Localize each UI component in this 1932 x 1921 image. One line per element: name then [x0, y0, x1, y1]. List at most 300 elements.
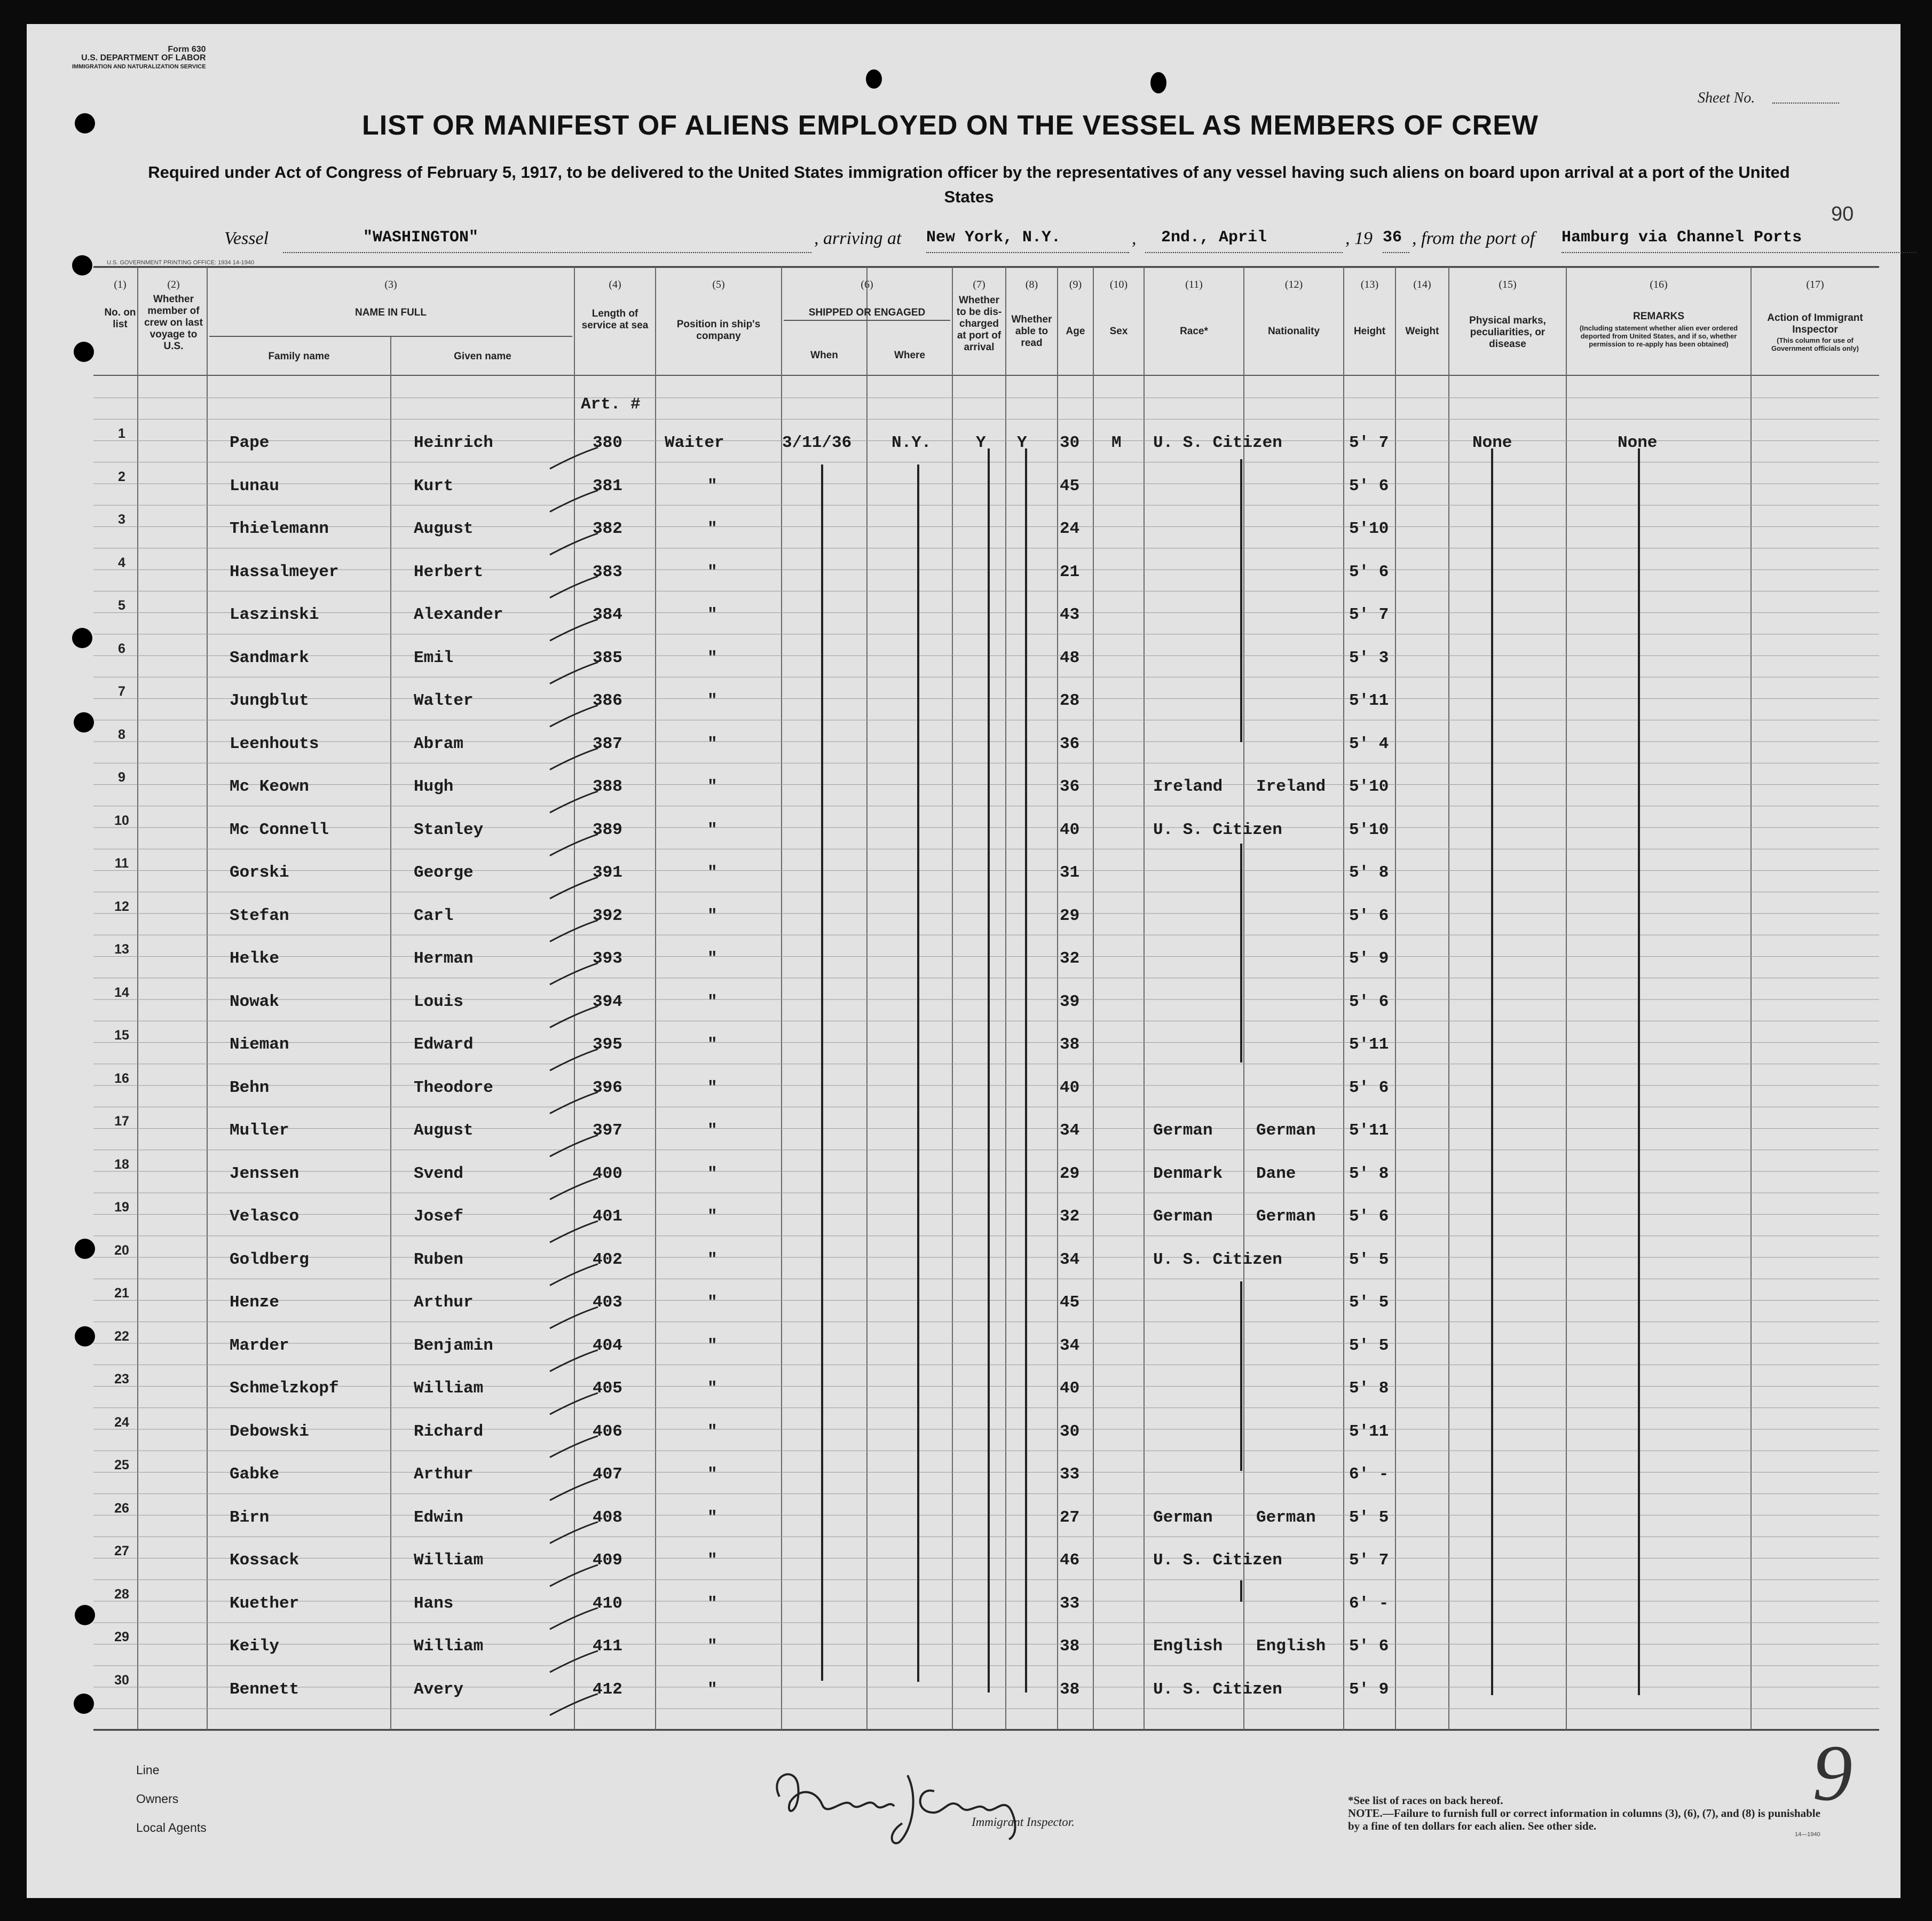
cell-service: 392 — [593, 906, 622, 925]
cell-age: 33 — [1060, 1594, 1080, 1613]
cell-family: Gabke — [230, 1465, 280, 1484]
cell-service: 412 — [593, 1680, 622, 1699]
cell-age: 27 — [1060, 1508, 1080, 1527]
cell-given: Herbert — [414, 562, 484, 581]
cell-race: U. S. Citizen — [1153, 820, 1282, 839]
cell-age: 40 — [1060, 820, 1080, 839]
col-height-header: Height — [1353, 326, 1386, 337]
cell-age: 36 — [1060, 734, 1080, 753]
cell-race: English — [1153, 1637, 1223, 1656]
cell-no: 17 — [114, 1114, 129, 1129]
cell-no: 23 — [114, 1372, 129, 1387]
cell-family: Marder — [230, 1336, 289, 1355]
col-race-header: Race* — [1180, 326, 1208, 337]
cell-position: " — [707, 1035, 717, 1054]
col-service-header: Length of service at sea — [581, 308, 649, 331]
cell-position: " — [707, 1164, 717, 1183]
cell-position: " — [707, 949, 717, 968]
cell-no: 6 — [118, 641, 125, 656]
arrival-date: 2nd., April — [1161, 229, 1267, 247]
col-num-5: (5) — [712, 279, 725, 290]
document-subtitle: Required under Act of Congress of February 5, 1917, to be delivered to the United States immigration officer by the representatives of any vessel having such aliens on board upon arrival at a port of the United States — [148, 163, 1790, 206]
cell-age: 32 — [1060, 1207, 1080, 1226]
handwritten-page-number: 9 — [1812, 1729, 1852, 1817]
cell-no: 25 — [114, 1458, 129, 1473]
cell-position: " — [707, 1594, 717, 1613]
cell-family: Laszinski — [230, 605, 319, 624]
inspector-signature — [758, 1754, 1057, 1850]
cell-no: 26 — [114, 1500, 129, 1516]
line-label: Line — [136, 1763, 160, 1777]
cell-no: 18 — [114, 1156, 129, 1172]
cell-nationality: English — [1256, 1637, 1326, 1656]
cell-age: 34 — [1060, 1250, 1080, 1269]
cell-given: Avery — [414, 1680, 464, 1699]
cell-given: Kurt — [414, 476, 454, 495]
cell-service: 393 — [593, 949, 622, 968]
cell-height: 5' 4 — [1349, 734, 1389, 753]
cell-read: Y — [1017, 434, 1027, 452]
cell-given: George — [414, 863, 474, 882]
cell-service: 403 — [593, 1293, 622, 1312]
cell-height: 5' 6 — [1349, 906, 1389, 925]
cell-position: " — [707, 519, 717, 538]
col-num-8: (8) — [1025, 279, 1038, 290]
cell-service: 380 — [593, 434, 622, 452]
cell-service: 384 — [593, 605, 622, 624]
col-num-12: (12) — [1284, 279, 1303, 290]
cell-service: 411 — [593, 1637, 622, 1656]
cell-given: Herman — [414, 949, 474, 968]
cell-no: 11 — [114, 856, 129, 871]
cell-family: Schmelzkopf — [230, 1379, 339, 1398]
cell-age: 38 — [1060, 1035, 1080, 1054]
cell-service: 387 — [593, 734, 622, 753]
cell-given: Alexander — [414, 605, 503, 624]
cell-position: " — [707, 476, 717, 495]
cell-height: 5' 7 — [1349, 1551, 1389, 1570]
cell-given: August — [414, 1121, 474, 1140]
cell-height: 5'11 — [1349, 1422, 1389, 1441]
cell-service: 410 — [593, 1594, 622, 1613]
cell-height: 5' 6 — [1349, 476, 1389, 495]
cell-age: 38 — [1060, 1637, 1080, 1656]
cell-position: " — [707, 1250, 717, 1269]
cell-service: 394 — [593, 992, 622, 1011]
arriving-port: New York, N.Y. — [926, 229, 1061, 247]
col-physical-marks-header: Physical marks, peculiarities, or disease — [1469, 315, 1546, 350]
cell-age: 46 — [1060, 1551, 1080, 1570]
cell-service: 401 — [593, 1207, 622, 1226]
cell-no: 2 — [118, 469, 125, 484]
cell-age: 32 — [1060, 949, 1080, 968]
col-remarks-subheader: (Including statement whether alien ever ordered deported from United States, and if so, whether permission to re-apply has been obtained) — [1579, 324, 1738, 348]
cell-service: 389 — [593, 820, 622, 839]
cell-service: 400 — [593, 1164, 622, 1183]
cell-race: Ireland — [1153, 777, 1223, 796]
year-value: 36 — [1383, 229, 1402, 247]
cell-height: 5' 6 — [1349, 1078, 1389, 1097]
owners-label: Owners — [136, 1792, 179, 1806]
cell-position: " — [707, 777, 717, 796]
cell-no: 30 — [114, 1672, 129, 1688]
cell-age: 30 — [1060, 1422, 1080, 1441]
penalty-note: NOTE.—Failure to furnish full or correct information in columns (3), (6), (7), and (8) is punishable by a fine of ten dollars for each alien. See other side. — [1348, 1807, 1820, 1832]
col-position-header: Position in ship's company — [676, 319, 761, 342]
cell-race: Denmark — [1153, 1164, 1223, 1183]
cell-age: 48 — [1060, 648, 1080, 667]
cell-nationality: Dane — [1256, 1164, 1296, 1183]
cell-race: German — [1153, 1121, 1213, 1140]
cell-service: 383 — [593, 562, 622, 581]
col-num-7: (7) — [973, 279, 985, 290]
cell-height: 5' 6 — [1349, 562, 1389, 581]
arriving-label: , arriving at — [814, 229, 902, 248]
cell-family: Debowski — [230, 1422, 309, 1441]
cell-no: 1 — [118, 426, 125, 441]
cell-given: Edward — [414, 1035, 474, 1054]
cell-family: Velasco — [230, 1207, 299, 1226]
cell-position: Waiter — [665, 434, 724, 452]
cell-height: 6' - — [1349, 1465, 1389, 1484]
cell-no: 5 — [118, 598, 125, 613]
cell-no: 22 — [114, 1328, 129, 1344]
cell-given: Emil — [414, 648, 454, 667]
col-num-6: (6) — [861, 279, 873, 290]
col-num-1: (1) — [114, 279, 127, 290]
cell-family: Sandmark — [230, 648, 309, 667]
cell-service: 404 — [593, 1336, 622, 1355]
cell-position: " — [707, 1422, 717, 1441]
cell-height: 5'10 — [1349, 820, 1389, 839]
col-family-name-header: Family name — [268, 351, 330, 362]
cell-service: 385 — [593, 648, 622, 667]
cell-no: 19 — [114, 1200, 129, 1215]
cell-age: 34 — [1060, 1121, 1080, 1140]
cell-height: 5' 8 — [1349, 1164, 1389, 1183]
cell-family: Hassalmeyer — [230, 562, 339, 581]
cell-height: 5' 8 — [1349, 1379, 1389, 1398]
cell-family: Birn — [230, 1508, 270, 1527]
cell-no: 15 — [114, 1028, 129, 1043]
cell-no: 20 — [114, 1242, 129, 1258]
cell-position: " — [707, 1336, 717, 1355]
cell-given: William — [414, 1551, 484, 1570]
cell-height: 5' 7 — [1349, 434, 1389, 452]
cell-given: Stanley — [414, 820, 484, 839]
cell-age: 33 — [1060, 1465, 1080, 1484]
cell-family: Stefan — [230, 906, 289, 925]
race-note: *See list of races on back hereof. — [1348, 1794, 1503, 1807]
cell-position: " — [707, 1551, 717, 1570]
vessel-name: "WASHINGTON" — [363, 229, 479, 247]
cell-where: N.Y. — [892, 434, 932, 452]
cell-position: " — [707, 1680, 717, 1699]
cell-family: Bennett — [230, 1680, 299, 1699]
cell-no: 28 — [114, 1586, 129, 1602]
cell-family: Lunau — [230, 476, 280, 495]
cell-age: 31 — [1060, 863, 1080, 882]
cell-position: " — [707, 1293, 717, 1312]
footer-notes — [1348, 1794, 1828, 1832]
cell-when: 3/11/36 — [782, 434, 852, 452]
col-when-header: When — [810, 350, 838, 361]
cell-given: Richard — [414, 1422, 484, 1441]
cell-service: 405 — [593, 1379, 622, 1398]
cell-age: 21 — [1060, 562, 1080, 581]
cell-service: 402 — [593, 1250, 622, 1269]
cell-age: 34 — [1060, 1336, 1080, 1355]
cell-no: 27 — [114, 1544, 129, 1558]
cell-no: 12 — [114, 899, 129, 914]
cell-age: 40 — [1060, 1379, 1080, 1398]
cell-no: 21 — [114, 1286, 129, 1301]
cell-service: 406 — [593, 1422, 622, 1441]
cell-family: Kuether — [230, 1594, 299, 1613]
cell-service: 408 — [593, 1508, 622, 1527]
cell-height: 5' 6 — [1349, 992, 1389, 1011]
cell-position: " — [707, 1207, 717, 1226]
cell-position: " — [707, 1379, 717, 1398]
cell-given: Edwin — [414, 1508, 464, 1527]
cell-no: 9 — [118, 770, 125, 785]
cell-height: 5' 5 — [1349, 1293, 1389, 1312]
col-given-name-header: Given name — [454, 351, 511, 362]
cell-given: Arthur — [414, 1465, 474, 1484]
col-num-13: (13) — [1360, 279, 1379, 290]
cell-age: 39 — [1060, 992, 1080, 1011]
cell-age: 29 — [1060, 906, 1080, 925]
cell-position: " — [707, 1508, 717, 1527]
cell-age: 43 — [1060, 605, 1080, 624]
cell-height: 5' 5 — [1349, 1250, 1389, 1269]
cell-service: 386 — [593, 691, 622, 710]
cell-given: Hugh — [414, 777, 454, 796]
cell-family: Leenhouts — [230, 734, 319, 753]
cell-race: German — [1153, 1207, 1213, 1226]
col-num-17: (17) — [1806, 279, 1824, 290]
local-agents-label: Local Agents — [136, 1821, 207, 1835]
col-shipped-header: SHIPPED OR ENGAGED — [808, 307, 926, 318]
col-num-10: (10) — [1109, 279, 1128, 290]
cell-no: 10 — [114, 813, 129, 828]
cell-nationality: German — [1256, 1207, 1316, 1226]
cell-family: Mc Keown — [230, 777, 309, 796]
from-port-label: , from the port of — [1412, 229, 1535, 248]
cell-service: 395 — [593, 1035, 622, 1054]
cell-nationality: Ireland — [1256, 777, 1326, 796]
cell-no: 29 — [114, 1629, 129, 1644]
cell-family: Helke — [230, 949, 280, 968]
cell-height: 5' 5 — [1349, 1336, 1389, 1355]
col-weight-header: Weight — [1405, 326, 1439, 337]
cell-given: Carl — [414, 906, 454, 925]
year-prefix: , 19 — [1345, 229, 1373, 248]
cell-height: 5'10 — [1349, 777, 1389, 796]
cell-position: " — [707, 992, 717, 1011]
col-num-9: (9) — [1069, 279, 1082, 290]
from-port: Hamburg via Channel Ports — [1562, 229, 1802, 247]
cell-given: Josef — [414, 1207, 464, 1226]
cell-marks: None — [1472, 434, 1512, 452]
cell-family: Muller — [230, 1121, 289, 1140]
col-inspector-header: Action of Immigrant Inspector — [1767, 312, 1863, 335]
cell-height: 5' 5 — [1349, 1508, 1389, 1527]
cell-position: " — [707, 648, 717, 667]
cell-given: Theodore — [414, 1078, 493, 1097]
cell-age: 40 — [1060, 1078, 1080, 1097]
cell-given: Svend — [414, 1164, 464, 1183]
cell-position: " — [707, 906, 717, 925]
cell-nationality: German — [1256, 1121, 1316, 1140]
cell-no: 3 — [118, 512, 125, 527]
cell-no: 4 — [118, 555, 125, 570]
col-num-2: (2) — [167, 279, 180, 290]
cell-given: Benjamin — [414, 1336, 493, 1355]
cell-service: 397 — [593, 1121, 622, 1140]
cell-family: Jungblut — [230, 691, 309, 710]
col-read-header: Whether able to read — [1011, 314, 1052, 349]
cell-age: 28 — [1060, 691, 1080, 710]
cell-position: " — [707, 820, 717, 839]
col-sex-header: Sex — [1109, 326, 1128, 337]
cell-service: 391 — [593, 863, 622, 882]
cell-height: 5' 8 — [1349, 863, 1389, 882]
form-number: Form 630 — [168, 45, 206, 54]
col-discharged-header: Whether to be dis-charged at port of arrival — [956, 295, 1002, 353]
cell-height: 5' 7 — [1349, 605, 1389, 624]
cell-height: 5' 6 — [1349, 1207, 1389, 1226]
col-num-15: (15) — [1499, 279, 1517, 290]
cell-age: 24 — [1060, 519, 1080, 538]
cell-age: 38 — [1060, 1680, 1080, 1699]
cell-service: 382 — [593, 519, 622, 538]
cell-given: Abram — [414, 734, 464, 753]
cell-family: Gorski — [230, 863, 289, 882]
service-name: IMMIGRATION AND NATURALIZATION SERVICE — [72, 64, 206, 70]
cell-race: U. S. Citizen — [1153, 434, 1282, 452]
cell-age: 30 — [1060, 434, 1080, 452]
cell-family: Mc Connell — [230, 820, 329, 839]
cell-given: Hans — [414, 1594, 454, 1613]
cell-family: Keily — [230, 1637, 280, 1656]
col-age-header: Age — [1066, 326, 1085, 337]
col-name-header: NAME IN FULL — [354, 307, 427, 318]
cell-race: U. S. Citizen — [1153, 1250, 1282, 1269]
cell-position: " — [707, 734, 717, 753]
cell-family: Goldberg — [230, 1250, 309, 1269]
cell-service: 388 — [593, 777, 622, 796]
col-where-header: Where — [894, 350, 926, 361]
cell-height: 5' 9 — [1349, 1680, 1389, 1699]
cell-family: Pape — [230, 434, 270, 452]
cell-height: 5'10 — [1349, 519, 1389, 538]
vessel-label: Vessel — [224, 229, 269, 248]
cell-family: Thielemann — [230, 519, 329, 538]
cell-given: William — [414, 1637, 484, 1656]
col-nationality-header: Nationality — [1267, 326, 1320, 337]
cell-no: 13 — [114, 942, 129, 957]
cell-no: 14 — [114, 985, 129, 1000]
form-code: 14—1940 — [1795, 1831, 1820, 1838]
col-num-3: (3) — [384, 279, 397, 290]
cell-given: Heinrich — [414, 434, 493, 452]
cell-position: " — [707, 1121, 717, 1140]
cell-no: 16 — [114, 1070, 129, 1086]
cell-family: Jenssen — [230, 1164, 299, 1183]
cell-position: " — [707, 1637, 717, 1656]
cell-position: " — [707, 605, 717, 624]
cell-service: 396 — [593, 1078, 622, 1097]
cell-no: 7 — [118, 684, 125, 699]
cell-position: " — [707, 1078, 717, 1097]
cell-position: " — [707, 863, 717, 882]
handwritten-sheet-number: 90 — [1831, 203, 1854, 225]
col-inspector-subheader: (This column for use of Government officials only) — [1771, 336, 1859, 352]
cell-position: " — [707, 1465, 717, 1484]
cell-given: Walter — [414, 691, 474, 710]
cell-service: 407 — [593, 1465, 622, 1484]
col-last-voyage-header: Whether member of crew on last voyage to U.S. — [144, 294, 203, 352]
cell-family: Behn — [230, 1078, 270, 1097]
cell-service: 381 — [593, 476, 622, 495]
cell-given: Ruben — [414, 1250, 464, 1269]
inspector-label: Immigrant Inspector. — [972, 1815, 1075, 1829]
sheet-no-label: Sheet No. — [1698, 90, 1755, 106]
col-num-14: (14) — [1413, 279, 1431, 290]
col-num-16: (16) — [1650, 279, 1668, 290]
cell-age: 45 — [1060, 1293, 1080, 1312]
cell-height: 5' 3 — [1349, 648, 1389, 667]
document-title: LIST OR MANIFEST OF ALIENS EMPLOYED ON THE VESSEL AS MEMBERS OF CREW — [362, 110, 1539, 141]
cell-service: 409 — [593, 1551, 622, 1570]
cell-given: Louis — [414, 992, 464, 1011]
col-no-on-list-header: No. on list — [104, 307, 136, 330]
cell-race: U. S. Citizen — [1153, 1680, 1282, 1699]
cell-position: " — [707, 691, 717, 710]
cell-family: Henze — [230, 1293, 280, 1312]
cell-age: 29 — [1060, 1164, 1080, 1183]
cell-height: 5' 6 — [1349, 1637, 1389, 1656]
cell-height: 6' - — [1349, 1594, 1389, 1613]
cell-position: " — [707, 562, 717, 581]
cell-discharged: Y — [976, 434, 986, 452]
cell-height: 5' 9 — [1349, 949, 1389, 968]
cell-height: 5'11 — [1349, 1121, 1389, 1140]
cell-height: 5'11 — [1349, 691, 1389, 710]
cell-family: Nieman — [230, 1035, 289, 1054]
department-name: U.S. DEPARTMENT OF LABOR — [81, 53, 206, 62]
art-header: Art. # — [581, 395, 641, 414]
cell-given: August — [414, 519, 474, 538]
cell-race: German — [1153, 1508, 1213, 1527]
cell-family: Kossack — [230, 1551, 299, 1570]
cell-height: 5'11 — [1349, 1035, 1389, 1054]
col-num-11: (11) — [1185, 279, 1203, 290]
cell-family: Nowak — [230, 992, 280, 1011]
cell-remarks: None — [1618, 434, 1658, 452]
cell-given: Arthur — [414, 1293, 474, 1312]
cell-given: William — [414, 1379, 484, 1398]
col-num-4: (4) — [609, 279, 621, 290]
cell-age: 36 — [1060, 777, 1080, 796]
cell-no: 8 — [118, 727, 125, 742]
cell-nationality: German — [1256, 1508, 1316, 1527]
cell-age: 45 — [1060, 476, 1080, 495]
cell-sex: M — [1111, 434, 1122, 452]
col-remarks-header: REMARKS — [1633, 311, 1685, 322]
printer-imprint: U.S. GOVERNMENT PRINTING OFFICE: 1934 14-1940 — [107, 259, 255, 266]
